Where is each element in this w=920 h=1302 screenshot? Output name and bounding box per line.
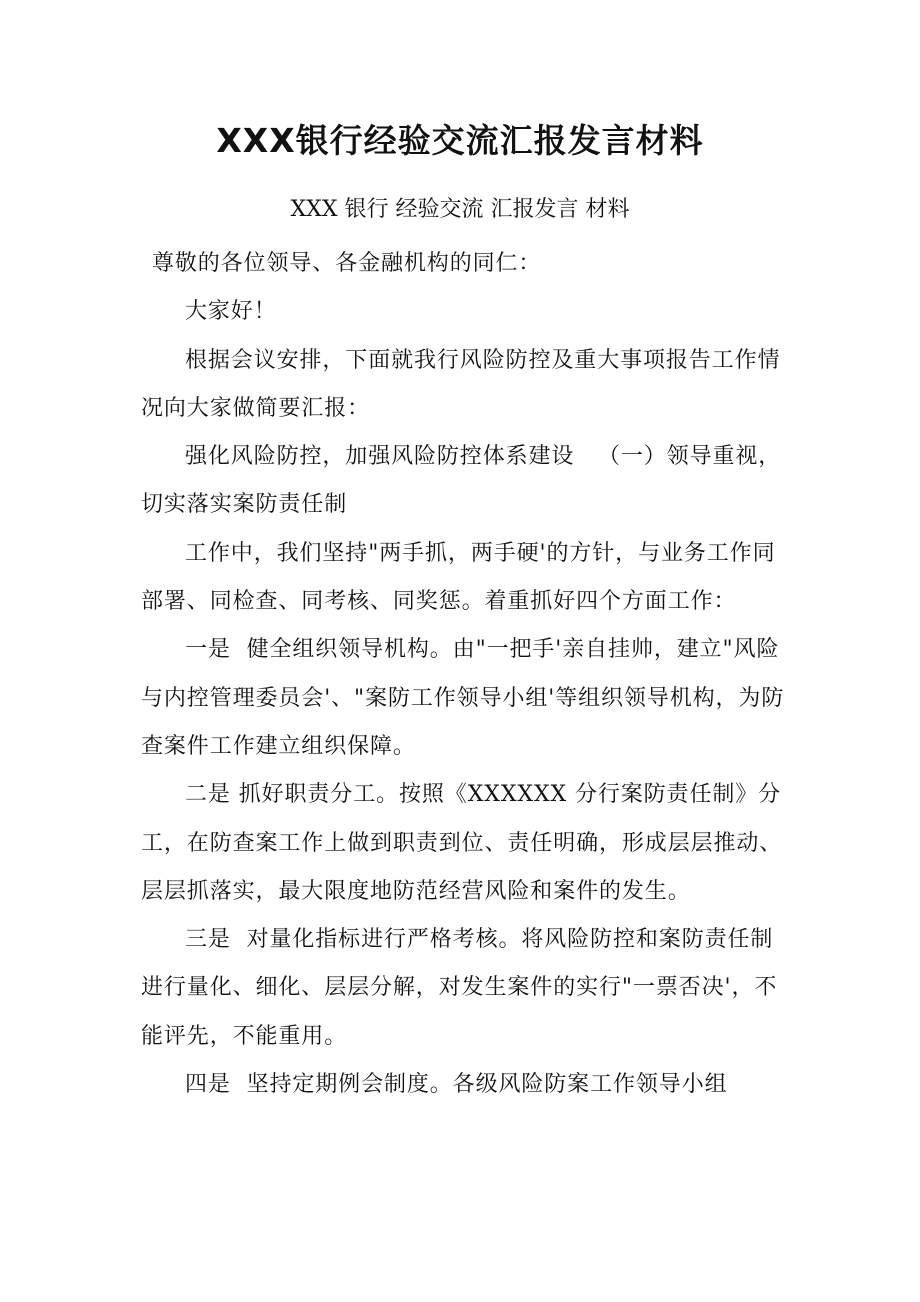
paragraph-point-two: 二是 抓好职责分工。按照《XXXXXX 分行案防责任制》分工，在防查案工作上做到职责到位、责任明确，形成层层推动、层层抓落实，最大限度地防范经营风险和案件的发生。 — [141, 782, 783, 904]
paragraph-point-three: 三是 对量化指标进行严格考核。将风险防控和案防责任制进行量化、细化、层层分解，对发生案件的实行"一票否决'，不能评先，不能重用。 — [141, 927, 778, 1049]
paragraph-salutation: 尊敬的各位领导、各金融机构的同仁： — [152, 251, 542, 276]
paragraph-greeting: 大家好！ — [185, 299, 277, 325]
paragraph-point-four: 四是 坚持定期例会制度。各级风险防案工作领导小组 — [185, 1072, 728, 1098]
paragraph-policy: 工作中，我们坚持"两手抓，两手硬'的方针，与业务工作同部署、同检查、同考核、同奖惩。着重抓好四个方面工作： — [141, 540, 776, 615]
document-subtitle: XXX 银行 经验交流 汇报发言 材料 — [290, 197, 630, 222]
paragraph-point-one: 一是 健全组织领导机构。由"一把手'亲自挂帅，建立"风险与内控管理委员会'、"案防工作领导小组'等组织领导机构，为防查案件工作建立组织保障。 — [141, 637, 785, 759]
document-body — [141, 240, 785, 1109]
paragraph-heading: 强化风险防控，加强风险防控体系建设 （一）领导重视，切实落实案防责任制 — [141, 444, 782, 518]
document-title: XXX银行经验交流汇报发言材料 — [216, 121, 704, 160]
paragraph-intro: 根据会议安排，下面就我行风险防控及重大事项报告工作情况向大家做简要汇报： — [141, 347, 781, 421]
